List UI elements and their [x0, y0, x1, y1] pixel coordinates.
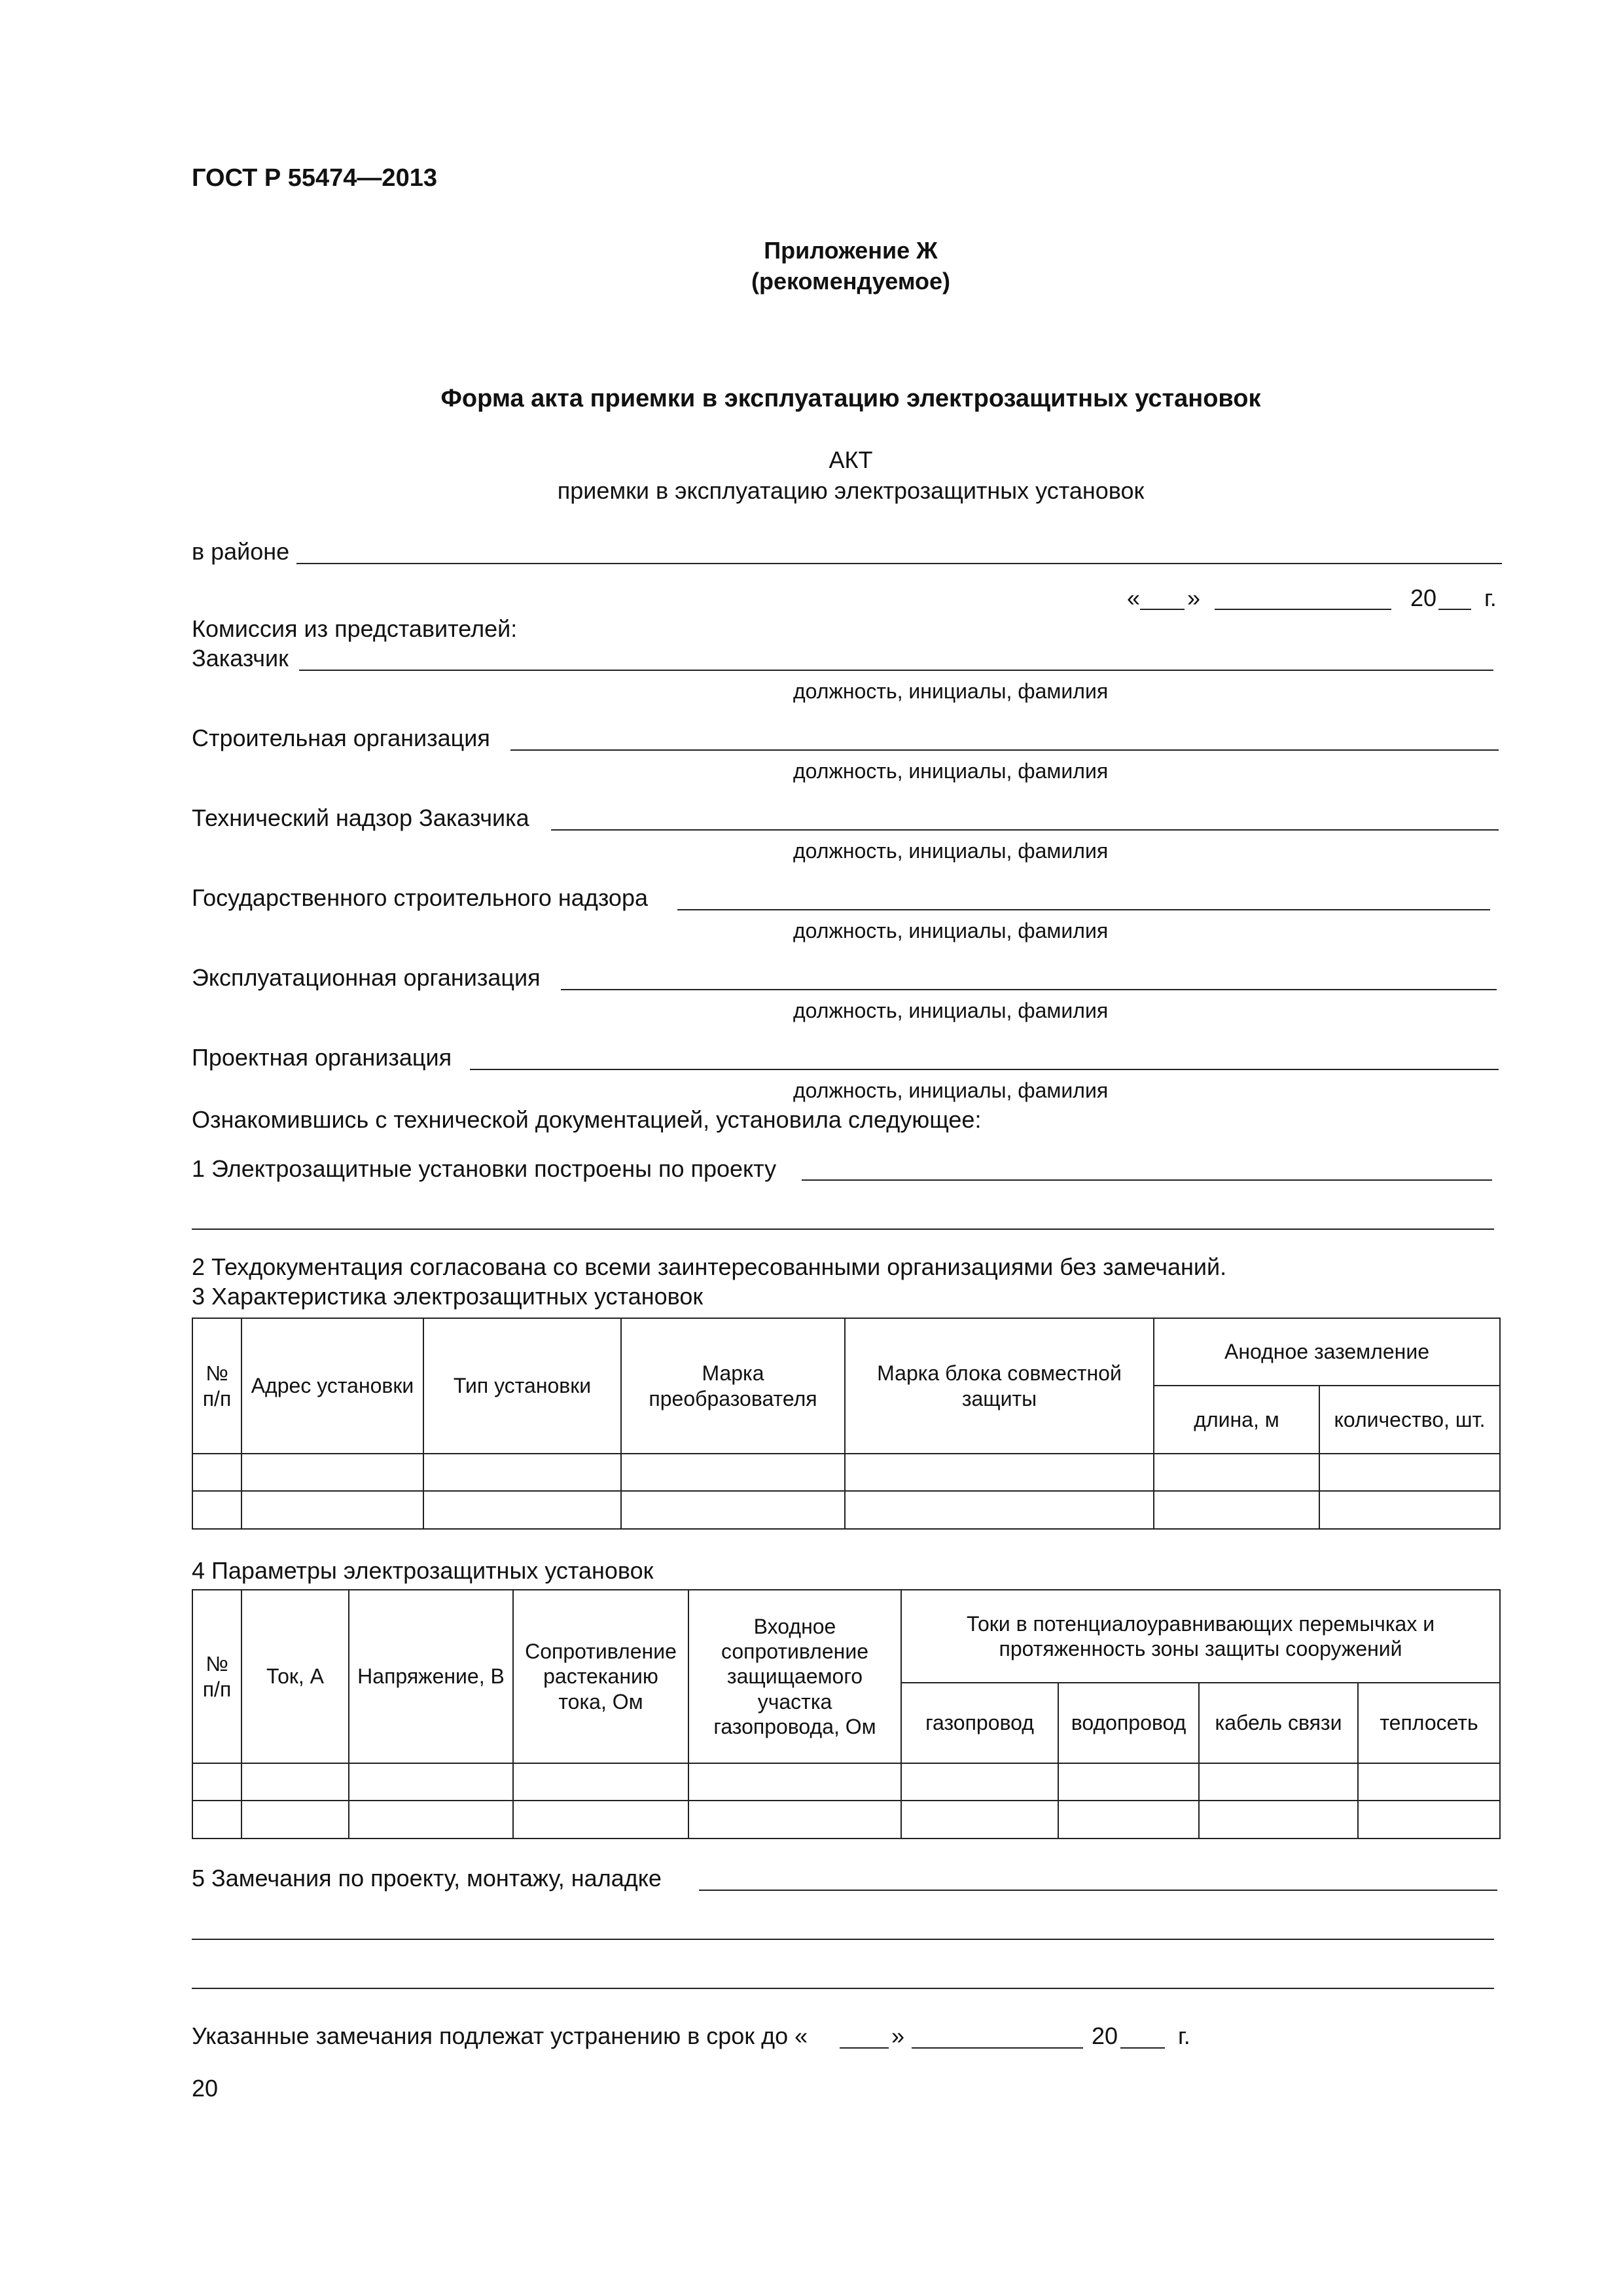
member-construction-caption: должность, инициалы, фамилия — [793, 759, 1109, 783]
table-cell[interactable] — [845, 1491, 1154, 1529]
table-cell[interactable] — [349, 1801, 513, 1839]
t3-header-count: количество, шт. — [1319, 1386, 1500, 1454]
member-tech-supervision-caption: должность, инициалы, фамилия — [793, 839, 1109, 863]
table-cell[interactable] — [192, 1763, 241, 1801]
date-close-quote: » — [1187, 584, 1201, 611]
date-year-line[interactable] — [1438, 609, 1471, 610]
table-cell[interactable] — [423, 1491, 621, 1529]
date-open-quote: « — [1127, 584, 1141, 611]
table-cell[interactable] — [241, 1491, 423, 1529]
item1-line-2[interactable] — [192, 1229, 1494, 1230]
table-cell[interactable] — [1154, 1454, 1319, 1491]
t3-header-converter: Марка преобразователя — [621, 1318, 845, 1454]
table-cell[interactable] — [1319, 1454, 1500, 1491]
member-design-label: Проектная организация — [192, 1044, 452, 1071]
findings-intro: Ознакомившись с технической документацией, установила следующее: — [192, 1106, 982, 1133]
deadline-day-line[interactable] — [840, 2047, 889, 2049]
deadline-year-prefix: 20 — [1092, 2022, 1118, 2049]
member-design-caption: должность, инициалы, фамилия — [793, 1079, 1109, 1102]
item5-text: 5 Замечания по проекту, монтажу, наладке — [192, 1865, 662, 1892]
district-label: в районе — [192, 538, 290, 565]
table-cell[interactable] — [621, 1491, 845, 1529]
table-cell[interactable] — [1358, 1763, 1500, 1801]
table-row — [192, 1801, 1500, 1839]
member-state-supervision-label: Государственного строительного надзора — [192, 884, 648, 911]
member-tech-supervision-label: Технический надзор Заказчика — [192, 804, 529, 831]
table-row — [192, 1454, 1500, 1491]
installations-table — [192, 1318, 1501, 1530]
t4-header-currents-group: Токи в потенциалоуравнивающих перемычках и протяженность зоны защиты сооружений — [901, 1590, 1500, 1683]
table-cell[interactable] — [901, 1801, 1058, 1839]
member-construction-line[interactable] — [510, 749, 1499, 751]
table-cell[interactable] — [423, 1454, 621, 1491]
t4-header-num: № п/п — [192, 1590, 241, 1763]
t4-header-gas: газопровод — [901, 1683, 1058, 1763]
t4-header-cable: кабель связи — [1199, 1683, 1358, 1763]
t3-header-anode-group: Анодное заземление — [1154, 1318, 1500, 1386]
item5-line-2[interactable] — [192, 1939, 1494, 1940]
t3-header-joint-block: Марка блока совместной защиты — [845, 1318, 1154, 1454]
item5-line-3[interactable] — [192, 1988, 1494, 1989]
date-month-line[interactable] — [1215, 609, 1391, 610]
table-cell[interactable] — [192, 1801, 241, 1839]
deadline-close-quote: » — [891, 2022, 905, 2049]
t4-header-input-resistance: Входное сопротивление защищаемого участка газопровода, Ом — [688, 1590, 901, 1763]
item4-text: 4 Параметры электрозащитных установок — [192, 1557, 654, 1584]
item2-text: 2 Техдокументация согласована со всеми заинтересованными организациями без замечаний. — [192, 1253, 1227, 1280]
date-day-line[interactable] — [1140, 609, 1185, 610]
table-cell[interactable] — [901, 1763, 1058, 1801]
date-year-prefix: 20 — [1410, 584, 1437, 611]
deadline-text: Указанные замечания подлежат устранению в срок до « — [192, 2022, 808, 2049]
t4-header-spread-resistance: Сопротивление растеканию тока, Ом — [513, 1590, 688, 1763]
t4-header-heat: теплосеть — [1358, 1683, 1500, 1763]
member-customer-caption: должность, инициалы, фамилия — [793, 679, 1109, 703]
table-cell[interactable] — [688, 1801, 901, 1839]
table-cell[interactable] — [1358, 1801, 1500, 1839]
district-line[interactable] — [296, 563, 1502, 564]
table-cell[interactable] — [192, 1454, 241, 1491]
member-customer-line[interactable] — [299, 670, 1493, 671]
table-row — [192, 1763, 1500, 1801]
t4-header-current: Ток, А — [241, 1590, 349, 1763]
member-operating-caption: должность, инициалы, фамилия — [793, 999, 1109, 1022]
table-cell[interactable] — [1199, 1763, 1358, 1801]
member-state-supervision-caption: должность, инициалы, фамилия — [793, 919, 1109, 942]
t4-header-water: водопровод — [1058, 1683, 1199, 1763]
t3-header-type: Тип установки — [423, 1318, 621, 1454]
table-cell[interactable] — [1154, 1491, 1319, 1529]
t3-header-address: Адрес установки — [241, 1318, 423, 1454]
table-cell[interactable] — [845, 1454, 1154, 1491]
form-title: Форма акта приемки в эксплуатацию электрозащитных установок — [440, 385, 1261, 412]
item1-line[interactable] — [802, 1179, 1492, 1181]
date-year-suffix: г. — [1484, 584, 1497, 611]
member-operating-line[interactable] — [561, 989, 1497, 990]
appendix-status: (рекомендуемое) — [751, 268, 950, 295]
member-tech-supervision-line[interactable] — [551, 829, 1499, 831]
appendix-title: Приложение Ж — [764, 237, 938, 264]
member-design-line[interactable] — [470, 1069, 1499, 1070]
deadline-month-line[interactable] — [912, 2047, 1083, 2049]
page-number: 20 — [192, 2075, 219, 2102]
act-title: АКТ — [829, 446, 873, 473]
table-cell[interactable] — [1199, 1801, 1358, 1839]
t4-header-voltage: Напряжение, В — [349, 1590, 513, 1763]
table-cell[interactable] — [1058, 1763, 1199, 1801]
parameters-table — [192, 1589, 1501, 1839]
table-cell[interactable] — [349, 1763, 513, 1801]
table-cell[interactable] — [241, 1763, 349, 1801]
table-cell[interactable] — [688, 1763, 901, 1801]
table-cell[interactable] — [513, 1763, 688, 1801]
table-cell[interactable] — [1319, 1491, 1500, 1529]
member-operating-label: Эксплуатационная организация — [192, 964, 541, 991]
item3-text: 3 Характеристика электрозащитных установок — [192, 1283, 704, 1310]
member-state-supervision-line[interactable] — [677, 909, 1490, 910]
table-cell[interactable] — [513, 1801, 688, 1839]
commission-heading: Комиссия из представителей: — [192, 615, 518, 642]
table-cell[interactable] — [241, 1454, 423, 1491]
table-cell[interactable] — [241, 1801, 349, 1839]
item5-line[interactable] — [699, 1890, 1497, 1891]
standard-designation: ГОСТ Р 55474—2013 — [192, 164, 437, 192]
deadline-year-suffix: г. — [1178, 2022, 1190, 2049]
table-row — [192, 1491, 1500, 1529]
t3-header-length: длина, м — [1154, 1386, 1319, 1454]
table-cell[interactable] — [621, 1454, 845, 1491]
t3-header-num: № п/п — [192, 1318, 241, 1454]
item1-text: 1 Электрозащитные установки построены по проекту — [192, 1155, 777, 1182]
act-subtitle: приемки в эксплуатацию электрозащитных установок — [557, 477, 1145, 504]
deadline-year-line[interactable] — [1120, 2047, 1165, 2049]
member-construction-label: Строительная организация — [192, 725, 490, 751]
table-cell[interactable] — [1058, 1801, 1199, 1839]
member-customer-label: Заказчик — [192, 645, 289, 672]
table-cell[interactable] — [192, 1491, 241, 1529]
